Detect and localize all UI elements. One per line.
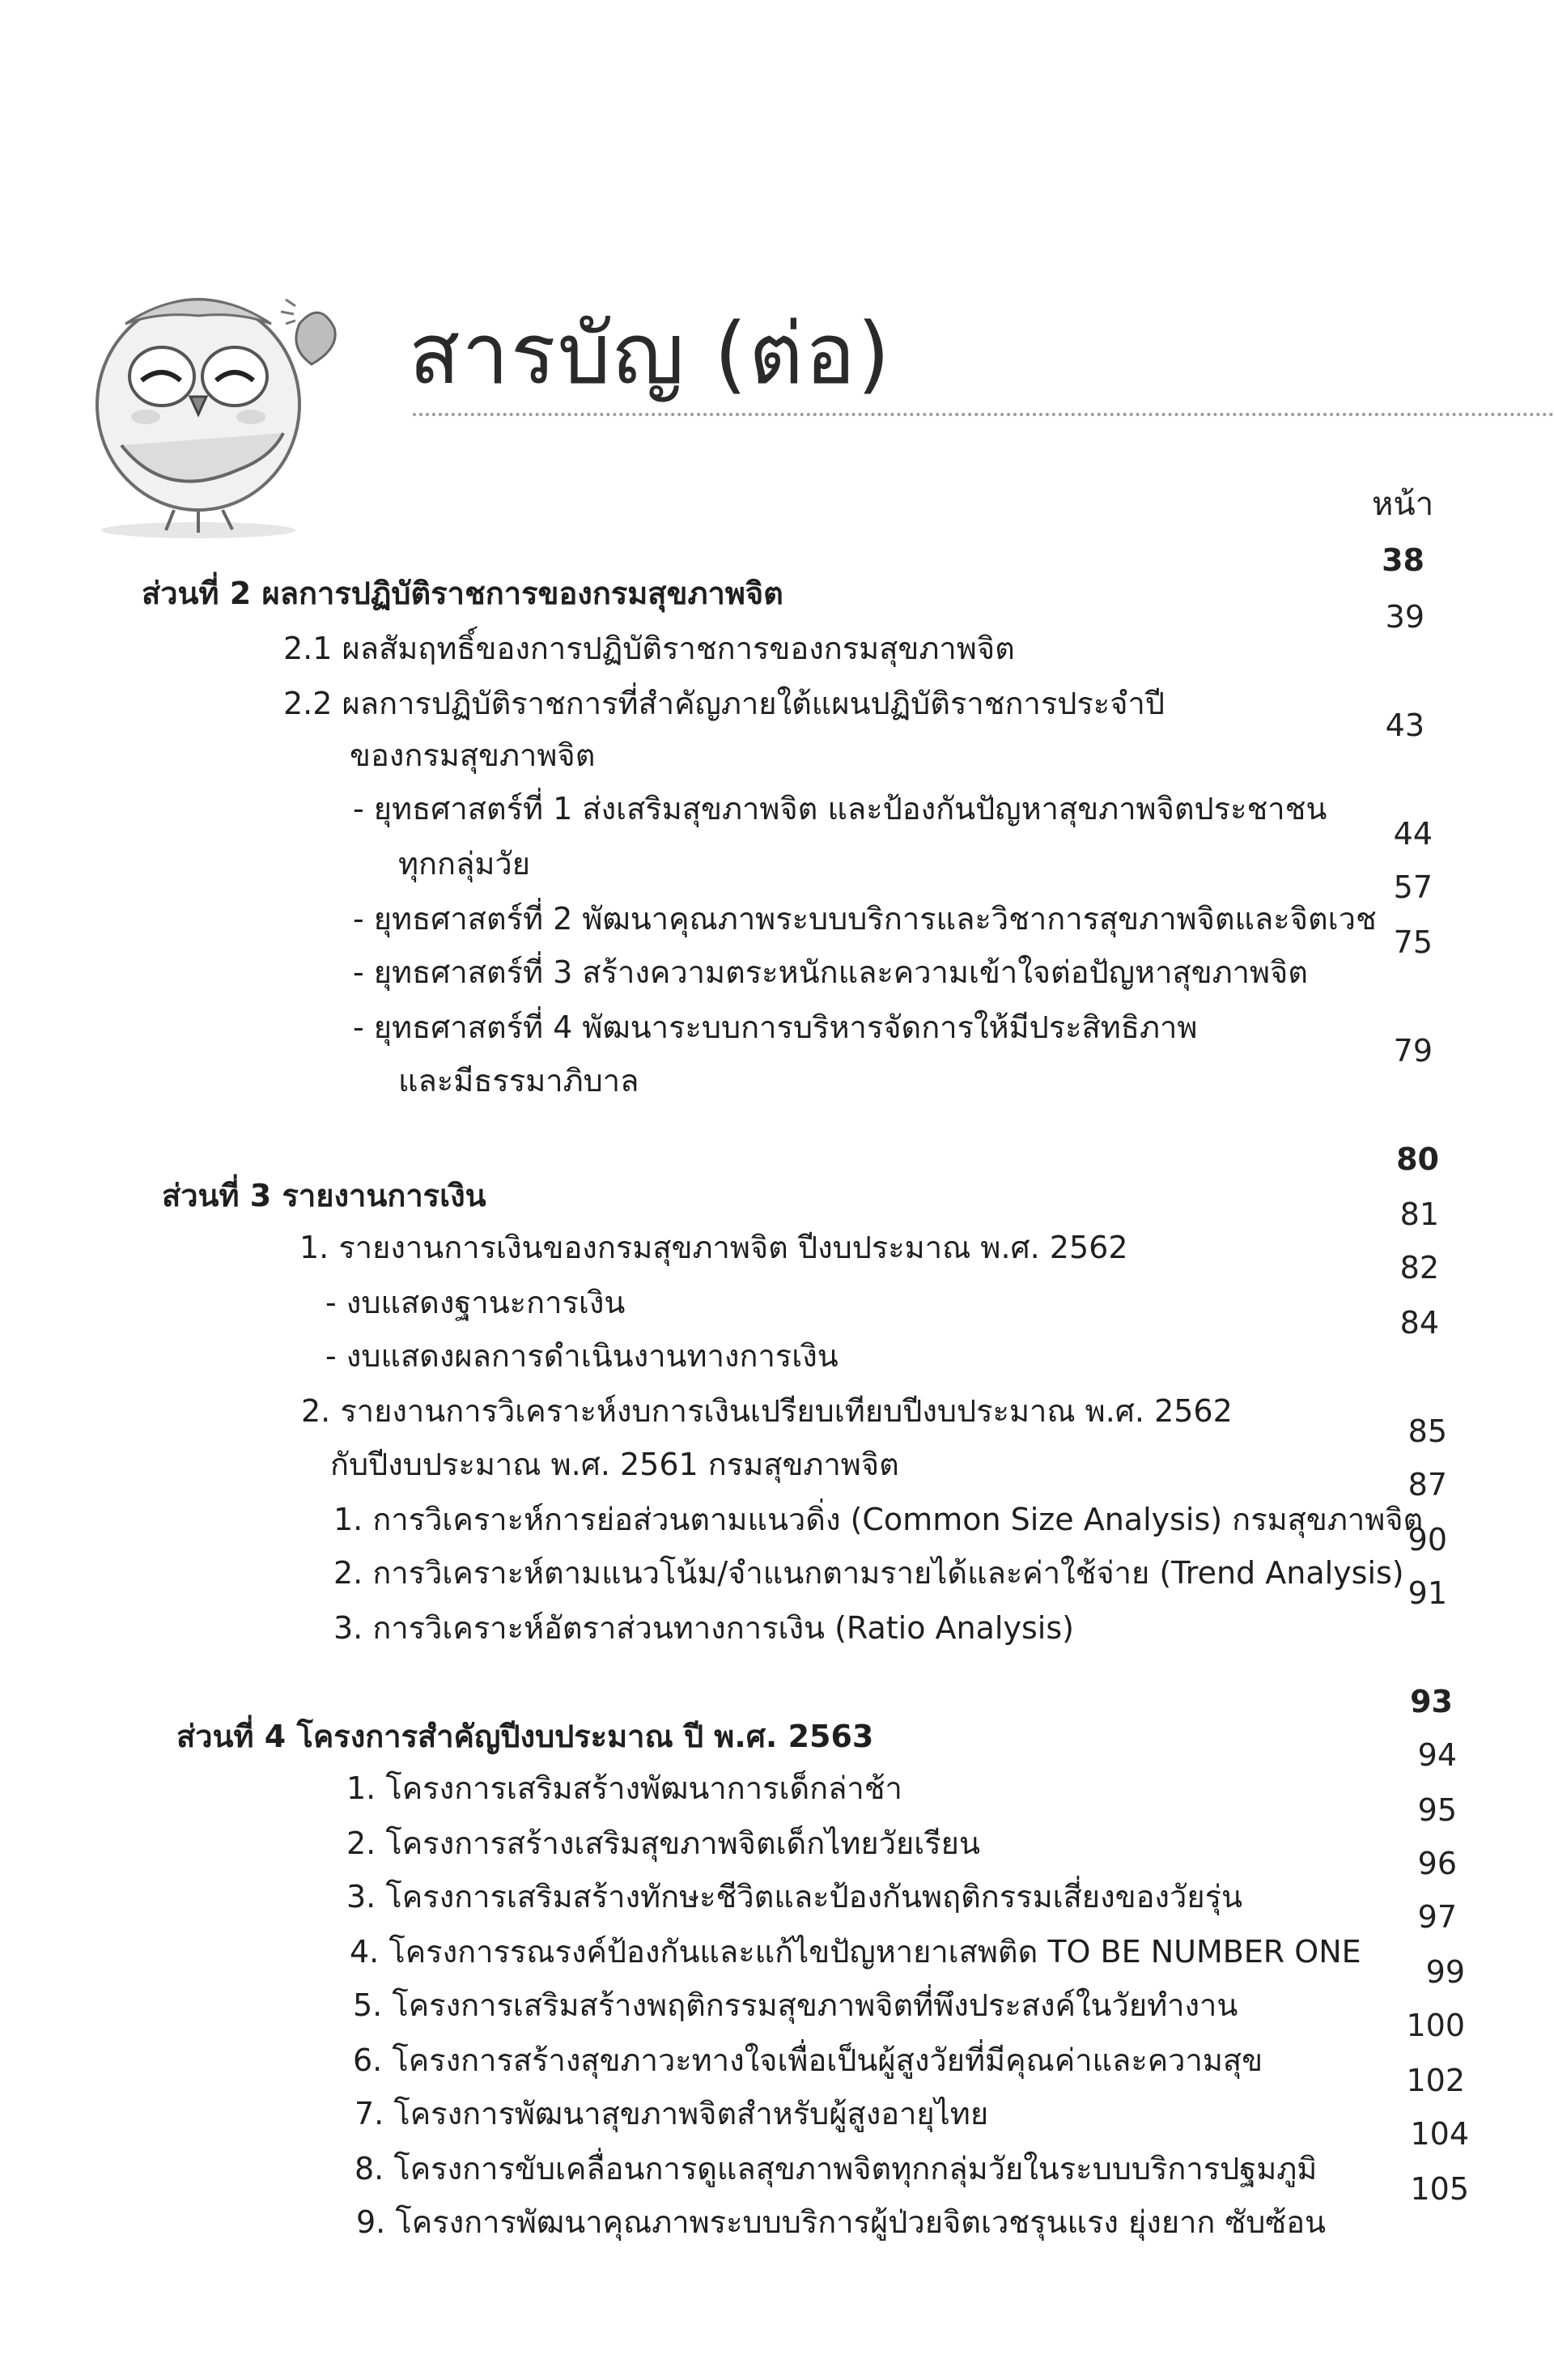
- toc-page-number: 85: [1408, 1413, 1447, 1449]
- toc-entry: 5. โครงการเสริมสร้างพฤติกรรมสุขภาพจิตที่พึงประสงค์ในวัยทำงาน: [353, 1987, 1238, 2023]
- page-title: สารบัญ (ต่อ): [409, 304, 892, 403]
- toc-entry: 1. โครงการเสริมสร้างพัฒนาการเด็กล่าช้า: [346, 1770, 902, 1806]
- toc-entry: 2. รายงานการวิเคราะห์งบการเงินเปรียบเทียบปีงบประมาณ พ.ศ. 2562: [301, 1393, 1233, 1429]
- title-dotted-rule: [413, 413, 1554, 416]
- toc-entry: - งบแสดงผลการดำเนินงานทางการเงิน: [325, 1338, 839, 1374]
- section-4-page: 93: [1410, 1684, 1453, 1719]
- toc-entry: - ยุทธศาสตร์ที่ 3 สร้างความตระหนักและความเข้าใจต่อปัญหาสุขภาพจิต: [353, 954, 1308, 990]
- toc-entry: 4. โครงการรณรงค์ป้องกันและแก้ไขปัญหายาเสพติด TO BE NUMBER ONE: [350, 1934, 1361, 1970]
- toc-entry: 2. โครงการสร้างเสริมสุขภาพจิตเด็กไทยวัยเรียน: [346, 1825, 980, 1861]
- section-3-heading: ส่วนที่ 3 รายงานการเงิน: [162, 1178, 486, 1213]
- toc-entry: ของกรมสุขภาพจิต: [350, 737, 596, 773]
- toc-entry: 2. การวิเคราะห์ตามแนวโน้ม/จำแนกตามรายได้และค่าใช้จ่าย (Trend Analysis): [333, 1555, 1404, 1591]
- toc-page-number: 99: [1425, 1954, 1465, 1990]
- page-column-header: หน้า: [1372, 486, 1434, 523]
- section-3-page: 80: [1396, 1141, 1439, 1177]
- toc-entry: 9. โครงการพัฒนาคุณภาพระบบบริการผู้ป่วยจิตเวชรุนแรง ยุ่งยาก ซับซ้อน: [356, 2204, 1327, 2240]
- toc-page-number: 84: [1399, 1305, 1439, 1341]
- toc-page-number: 43: [1385, 708, 1424, 743]
- toc-entry: - ยุทธศาสตร์ที่ 2 พัฒนาคุณภาพระบบบริการและวิชาการสุขภาพจิตและจิตเวช: [353, 901, 1377, 937]
- toc-page-number: 44: [1393, 816, 1433, 852]
- toc-entry: 7. โครงการพัฒนาสุขภาพจิตสำหรับผู้สูงอายุไทย: [355, 2096, 989, 2131]
- toc-page-number: 91: [1408, 1575, 1447, 1611]
- section-2-heading: ส่วนที่ 2 ผลการปฏิบัติราชการของกรมสุขภาพจิต: [142, 576, 783, 611]
- toc-entry: - งบแสดงฐานะการเงิน: [325, 1285, 626, 1320]
- toc-entry: กับปีงบประมาณ พ.ศ. 2561 กรมสุขภาพจิต: [330, 1447, 899, 1482]
- section-2-page: 38: [1382, 542, 1424, 578]
- toc-entry: 1. รายงานการเงินของกรมสุขภาพจิต ปีงบประมาณ พ.ศ. 2562: [299, 1230, 1128, 1265]
- toc-page-number: 104: [1410, 2116, 1469, 2152]
- toc-page-number: 82: [1399, 1250, 1439, 1286]
- toc-page-number: 87: [1408, 1467, 1447, 1502]
- toc-page-number: 39: [1385, 599, 1424, 635]
- toc-entry: 2.1 ผลสัมฤทธิ์ของการปฏิบัติราชการของกรมสุขภาพจิต: [283, 631, 1015, 666]
- toc-page-number: 96: [1417, 1846, 1457, 1881]
- toc-entry: ทุกกลุ่มวัย: [398, 846, 531, 882]
- toc-entry: - ยุทธศาสตร์ที่ 1 ส่งเสริมสุขภาพจิต และป้องกันปัญหาสุขภาพจิตประชาชน: [353, 791, 1327, 827]
- section-4-heading: ส่วนที่ 4 โครงการสำคัญปีงบประมาณ ปี พ.ศ. 2563: [176, 1719, 874, 1754]
- toc-entry: และมีธรรมาภิบาล: [398, 1063, 639, 1099]
- toc-entry: 3. โครงการเสริมสร้างทักษะชีวิตและป้องกันพฤติกรรมเสี่ยงของวัยรุ่น: [346, 1879, 1242, 1915]
- toc-page-number: 57: [1393, 869, 1433, 905]
- toc-entry: 6. โครงการสร้างสุขภาวะทางใจเพื่อเป็นผู้สูงวัยที่มีคุณค่าและความสุข: [353, 2042, 1263, 2078]
- toc-page-number: 90: [1408, 1522, 1447, 1558]
- toc-page-number: 81: [1399, 1196, 1439, 1232]
- toc-page-number: 100: [1406, 2008, 1465, 2043]
- toc-page-number: 79: [1393, 1033, 1433, 1069]
- owl-mascot-icon: [77, 267, 344, 542]
- toc-page-number: 102: [1406, 2063, 1465, 2098]
- toc-page-number: 105: [1410, 2171, 1469, 2207]
- toc-entry: 8. โครงการขับเคลื่อนการดูแลสุขภาพจิตทุกกลุ่มวัยในระบบบริการปฐมภูมิ: [355, 2151, 1318, 2187]
- toc-entry: - ยุทธศาสตร์ที่ 4 พัฒนาระบบการบริหารจัดการให้มีประสิทธิภาพ: [353, 1009, 1198, 1045]
- toc-page-number: 75: [1393, 924, 1433, 960]
- toc-entry: 2.2 ผลการปฏิบัติราชการที่สำคัญภายใต้แผนปฏิบัติราชการประจำปี: [283, 686, 1165, 721]
- toc-page-number: 94: [1417, 1737, 1457, 1773]
- toc-page-number: 95: [1417, 1792, 1457, 1828]
- toc-entry: 1. การวิเคราะห์การย่อส่วนตามแนวดิ่ง (Common Size Analysis) กรมสุขภาพจิต: [333, 1502, 1424, 1537]
- toc-page-number: 97: [1417, 1899, 1457, 1935]
- toc-entry: 3. การวิเคราะห์อัตราส่วนทางการเงิน (Ratio Analysis): [333, 1610, 1074, 1646]
